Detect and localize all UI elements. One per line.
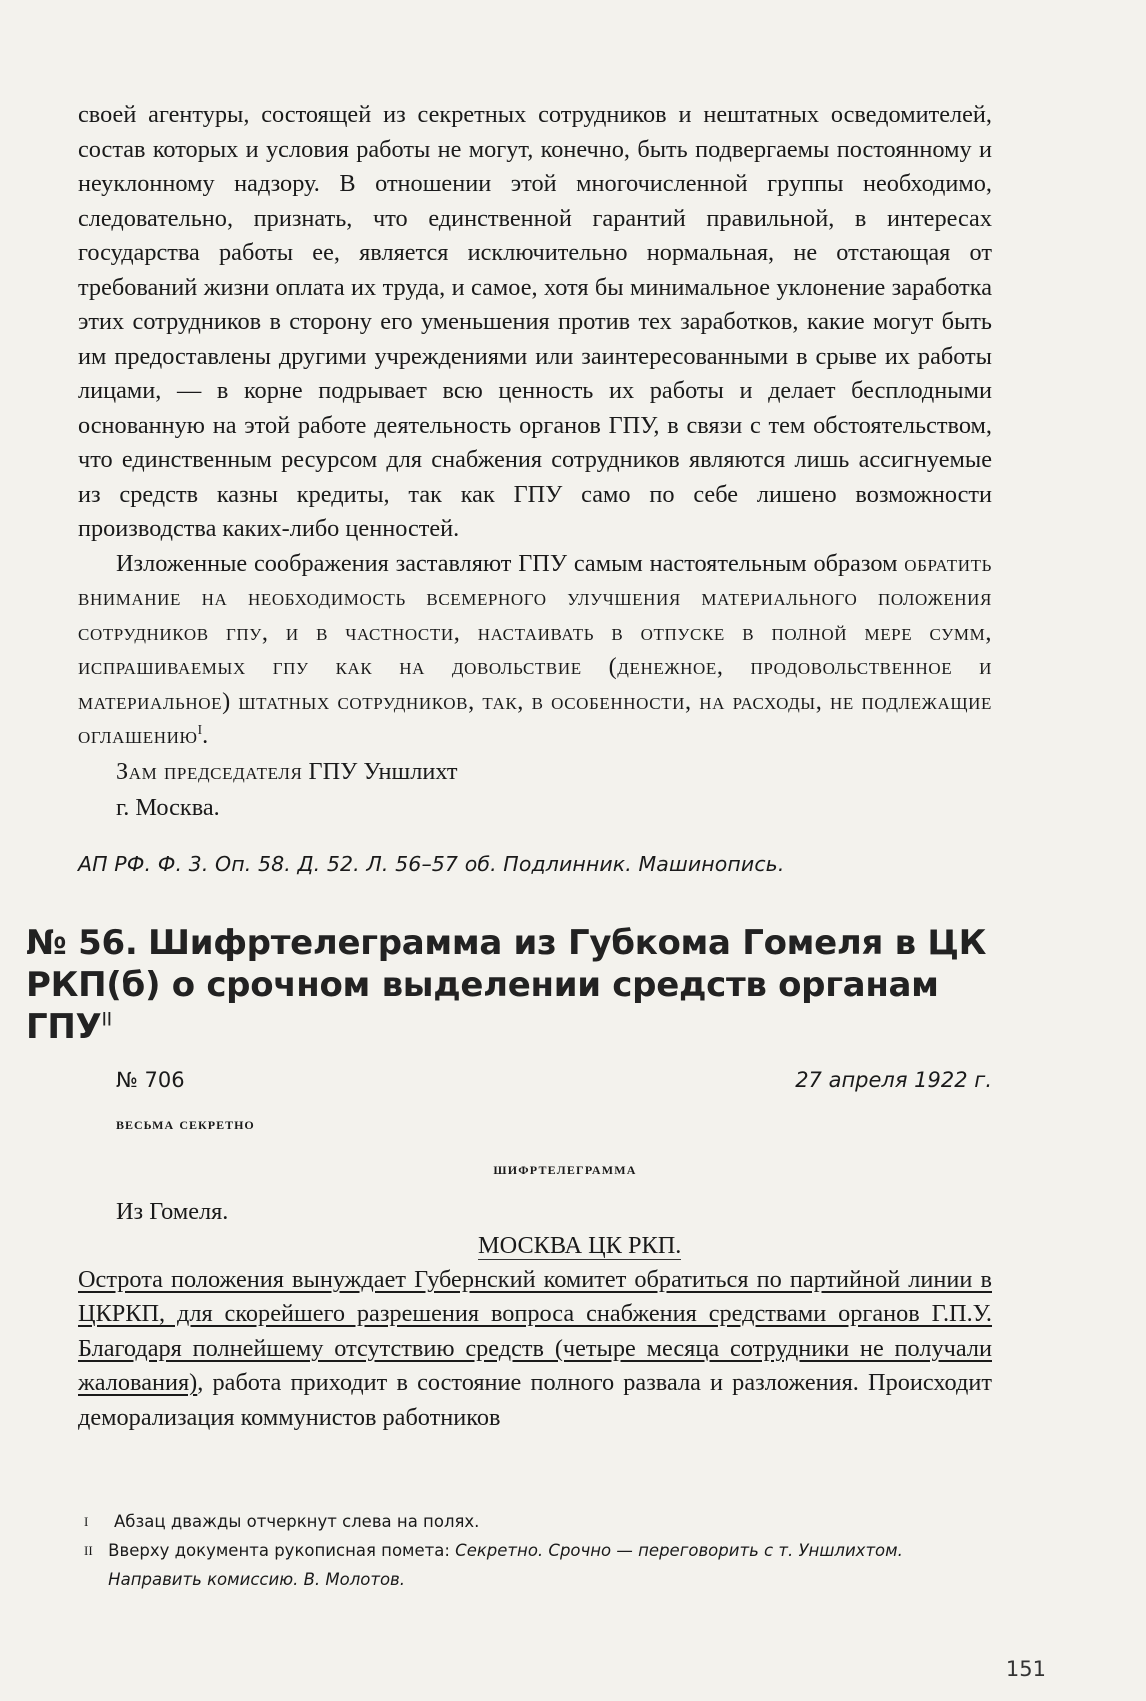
footnote-1-text: Абзац дважды отчеркнут слева на полях. — [114, 1512, 480, 1531]
body-paragraph-2 — [78, 547, 992, 754]
main-content — [26, 98, 992, 1435]
document-meta — [116, 1068, 992, 1092]
telegram-header: шифртелеграмма — [493, 1157, 637, 1178]
telegram-body — [78, 1263, 992, 1436]
body-paragraph-2-start: Изложенные соображения заставляют ГПУ самым настоятельным образом — [116, 549, 898, 577]
body-paragraph-2-end: . — [202, 722, 209, 749]
footnote-2-italic: Секретно. Срочно — переговорить с т. Уншлихтом. Направить комиссию. В. Молотов. — [108, 1541, 903, 1589]
signature-label: Зам председателя — [116, 757, 303, 785]
body-paragraph-1: своей агентуры, состоящей из секретных сотрудников и нештатных осведомителей, состав которых и условия работы не могут, конечно, быть подвергаемы постоянному и неуклонному надзору. В отношении этой многочисленной группы необходимо, следовательно, признать, что единственной гарантий правильной, в интересах государства работы ее, является исключительно нормальная, не отстающая от требований жизни оплата их труда, и самое, хотя бы минимальное уклонение заработка этих сотрудников в сторону его уменьшения против тех заработков, какие могут быть им предоставлены другими учреждениями или заинтересованными в срыве их работы лицами, — в корне подрывает всю ценность их работы и делает бесплодными основанную на этой работе деятельность органов ГПУ, в связи с тем обстоятельством, что единственным ресурсом для снабжения сотрудников являются лишь ассигнуемые из средств казны кредиты, так как ГПУ само по себе лишено возможности производства каких-либо ценностей. — [78, 101, 992, 542]
signature-city: г. Москва. — [116, 793, 220, 821]
body-paragraph-2-caps: обратить внимание на необходимость всемерного улучшения материального положения сотрудников гпу, и в частности, настаивать в отпуске в полной мере сумм, испрашиваемых гпу как на довольствие (денежное, продовольственное и материальное) штатных сотрудников, так, в особенности, на расходы, не подлежащие оглашению — [78, 549, 992, 749]
footnote-2 — [78, 1536, 992, 1594]
footnotes — [78, 1507, 992, 1594]
document-title-number: № 56. — [26, 922, 138, 963]
archive-reference: АП РФ. Ф. 3. Оп. 58. Д. 52. Л. 56–57 об. Подлинник. Машинопись. — [78, 851, 785, 876]
document-date: 27 апреля 1922 г. — [795, 1067, 992, 1092]
from-line: Из Гомеля. — [116, 1197, 229, 1225]
telegram-underlined-text: Острота положения вынуждает Губернский комитет обратиться по партийной линии в ЦКРКП, для скорейшего разрешения вопроса снабжения средствами органов Г.П.У. Благодаря полнейшему отсутствию средств (четыре месяца сотрудники не получали жалования) — [78, 1265, 992, 1396]
document-title — [26, 922, 992, 1048]
footnote-1-mark: I — [84, 1514, 89, 1529]
signature-name: ГПУ Уншлихт — [308, 757, 458, 785]
document-number: № 706 — [116, 1067, 185, 1092]
page-number: 151 — [1005, 1657, 1046, 1681]
footnote-ref-2: II — [101, 1009, 112, 1031]
signature-block — [116, 754, 992, 826]
footnote-2-text — [108, 1536, 992, 1594]
footnote-2-plain: Вверху документа рукописная помета: — [108, 1541, 456, 1560]
signature-line — [116, 754, 992, 790]
to-line-text: МОСКВА ЦК РКП. — [478, 1231, 682, 1259]
footnote-ref-1: I — [197, 721, 203, 737]
footnote-1 — [78, 1507, 992, 1536]
secrecy-label: весьма секретно — [116, 1113, 255, 1133]
telegram-rest-text: , работа приходит в состояние полного развала и разложения. Происходит деморализация коммунистов работников — [78, 1369, 992, 1431]
document-title-text: Шифртелеграмма из Губкома Гомеля в ЦК РКП(б) о срочном выделении средств органам ГПУ — [26, 922, 987, 1047]
footnote-2-mark: II — [84, 1543, 93, 1558]
to-line — [78, 1229, 992, 1263]
